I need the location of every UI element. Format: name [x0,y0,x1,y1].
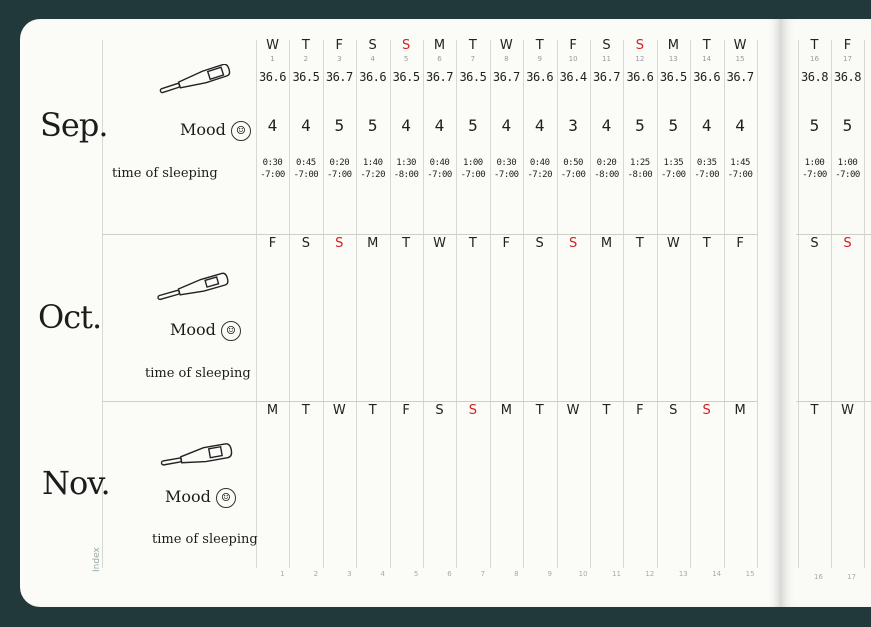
day-letter: T [402,236,411,251]
temperature-value: 36.4 [559,70,587,84]
day-letter: F [636,403,644,418]
sleep-end: -7:00 [560,170,586,180]
bottom-day-number: 14 [712,570,722,578]
temperature-value: 36.6 [359,70,387,84]
temperature-value: 36.7 [325,70,353,84]
temperature-value: 36.5 [292,70,320,84]
mood-value: 5 [367,116,378,135]
day-letter: F [335,38,344,53]
bottom-day-number: 11 [612,570,621,578]
day-number: 4 [370,55,375,63]
thermometer-icon-oct [153,272,233,306]
sleep-end: -7:00 [260,170,285,180]
sleep-start: 1:00 [804,158,825,168]
day-number: 5 [403,55,409,63]
day-number: 1 [270,55,275,63]
mood-value: 5 [809,116,820,135]
sleep-start: 0:50 [563,158,583,168]
day-letter: S [435,403,444,418]
day-letter: F [569,38,577,53]
bottom-day-number: 15 [745,570,755,578]
sleep-end: -7:00 [661,170,686,180]
temperature-value: 36.6 [259,70,286,84]
temperature-value: 36.5 [392,70,420,84]
day-letter: M [600,236,613,251]
mood-value: 5 [668,116,679,135]
day-letter: S [843,236,852,251]
mood-value: 3 [568,116,578,135]
day-letter: S [468,403,478,418]
day-letter: T [635,236,644,251]
day-letter: F [268,236,277,251]
bottom-day-number: 3 [347,570,352,578]
bottom-day-number: 6 [447,570,452,578]
mood-value: 5 [842,116,853,135]
bottom-day-number: 9 [547,570,552,578]
day-number: 7 [470,55,476,63]
temperature-value: 36.8 [834,70,861,84]
sleep-end: -7:00 [727,170,753,180]
mood-value: 4 [301,116,311,135]
day-letter: M [667,38,679,53]
bottom-day-number: 12 [645,570,655,578]
bottom-day-number: 13 [678,570,688,578]
day-letter: T [810,38,819,53]
day-number: 13 [668,55,678,63]
day-letter: M [266,403,279,418]
index-label: Index [92,547,102,572]
sleep-start: 1:25 [630,158,650,168]
month-divider [796,401,871,402]
smiley-icon: ☺ [231,121,251,141]
day-number: 16 [810,55,819,63]
mood-label-nov: Mood [165,487,211,506]
bottom-day-number: 2 [313,570,319,578]
sleep-start: 0:20 [596,158,617,168]
day-letter: T [702,38,711,53]
day-letter: S [401,38,411,53]
mood-value: 4 [735,116,745,135]
day-letter: S [368,38,377,53]
sleep-start: 1:00 [837,158,858,168]
day-letter: T [468,236,477,251]
temperature-value: 36.6 [626,70,654,84]
sleep-start: 0:30 [496,158,517,168]
sleep-start: 0:40 [429,158,450,168]
day-letter: W [666,236,680,251]
day-letter: M [367,236,379,251]
bottom-day-number: 1 [280,570,285,578]
sleep-end: -7:00 [835,170,860,180]
temperature-value: 36.8 [801,70,828,84]
day-number: 9 [537,55,542,63]
sleep-end: -7:20 [527,170,552,180]
day-number: 14 [702,55,712,63]
temperature-value: 36.7 [426,70,453,84]
sleep-end: -8:00 [393,170,419,180]
day-number: 2 [303,55,309,63]
mood-value: 4 [434,116,445,135]
month-label-nov: Nov. [42,464,110,502]
day-letter: M [433,38,446,53]
column-divider [864,40,865,568]
right-page [780,19,871,607]
day-letter: W [566,403,580,418]
bottom-day-number: 5 [413,570,419,578]
day-letter: W [332,403,346,418]
day-letter: T [368,403,377,418]
smiley-icon: ☺ [221,321,241,341]
month-divider [796,234,871,235]
day-letter: S [568,236,578,251]
mood-value: 5 [635,116,645,135]
day-number: 8 [504,55,509,63]
sleep-end: -7:00 [694,170,719,180]
sleep-start: 1:45 [730,158,750,168]
sleep-label-sep: time of sleeping [112,166,218,181]
mood-value: 4 [701,116,712,135]
day-letter: S [602,38,611,53]
sleep-end: -7:20 [360,170,385,180]
mood-value: 4 [501,116,512,135]
day-letter: T [535,38,544,53]
day-letter: W [733,38,747,53]
sleep-end: -7:00 [293,170,319,180]
day-number: 11 [602,55,611,63]
day-letter: F [843,38,852,53]
temperature-value: 36.7 [726,70,754,84]
sleep-end: -7:00 [802,170,827,180]
sleep-start: 0:45 [296,158,316,168]
temperature-value: 36.6 [693,70,721,84]
bottom-day-number: 10 [578,570,588,578]
mood-value: 4 [601,116,612,135]
sleep-label-oct: time of sleeping [145,366,251,381]
sleep-start: 1:35 [663,158,684,168]
temperature-value: 36.5 [659,70,687,84]
day-letter: T [602,403,611,418]
day-letter: M [734,403,746,418]
day-letter: T [702,236,711,251]
mood-value: 4 [534,116,545,135]
sleep-end: -7:00 [494,170,519,180]
day-number: 3 [337,55,342,63]
day-letter: T [468,38,477,53]
mood-value: 5 [468,116,478,135]
sleep-end: -8:00 [594,170,619,180]
day-letter: T [301,38,310,53]
mood-label-sep: Mood [180,120,226,139]
thermometer-icon-nov [157,440,237,474]
sleep-end: -7:00 [427,170,452,180]
day-number: 10 [568,55,578,63]
day-letter: M [500,403,512,418]
day-letter: F [502,236,511,251]
sleep-start: 0:30 [262,158,283,168]
sleep-start: 0:20 [329,158,350,168]
day-letter: S [335,236,344,251]
day-number: 12 [635,55,645,63]
mood-value: 4 [267,116,278,135]
day-letter: S [810,236,819,251]
sleep-start: 1:40 [362,158,383,168]
day-letter: S [635,38,645,53]
column-divider [757,40,758,568]
day-letter: T [535,403,544,418]
temperature-value: 36.6 [526,70,554,84]
day-letter: F [402,403,410,418]
month-label-sep: Sep. [40,106,108,144]
day-letter: F [736,236,744,251]
sleep-end: -7:00 [460,170,486,180]
mood-value: 5 [334,116,345,135]
mood-value: 4 [401,116,411,135]
temperature-value: 36.7 [492,70,520,84]
day-number: 17 [843,55,852,63]
day-letter: W [266,38,279,53]
sleep-start: 1:00 [463,158,483,168]
sleep-end: -8:00 [627,170,653,180]
mood-label-oct: Mood [170,320,216,339]
temperature-value: 36.5 [459,70,487,84]
sleep-end: -7:00 [327,170,352,180]
left-page [20,19,780,607]
day-letter: W [499,38,513,53]
day-letter: S [669,403,678,418]
month-divider [102,234,757,235]
day-letter: S [702,403,711,418]
month-divider [102,401,757,402]
day-number: 6 [437,55,442,63]
day-letter: W [433,236,446,251]
day-number: 15 [735,55,745,63]
sleep-start: 0:35 [696,158,717,168]
day-letter: S [535,236,544,251]
day-letter: W [841,403,854,418]
day-letter: T [810,403,819,418]
sleep-label-nov: time of sleeping [152,532,258,547]
sleep-start: 1:30 [396,158,416,168]
bottom-day-number: 8 [514,570,519,578]
smiley-icon: ☺ [216,488,236,508]
sleep-start: 0:40 [529,158,550,168]
bottom-day-number: 17 [847,573,856,581]
bottom-day-number: 4 [380,570,385,578]
day-letter: S [301,236,311,251]
temperature-value: 36.7 [593,70,620,84]
bottom-day-number: 16 [814,573,823,581]
bottom-day-number: 7 [480,570,486,578]
thermometer-icon-sep [155,64,235,98]
month-label-oct: Oct. [38,298,102,336]
day-letter: T [301,403,310,418]
